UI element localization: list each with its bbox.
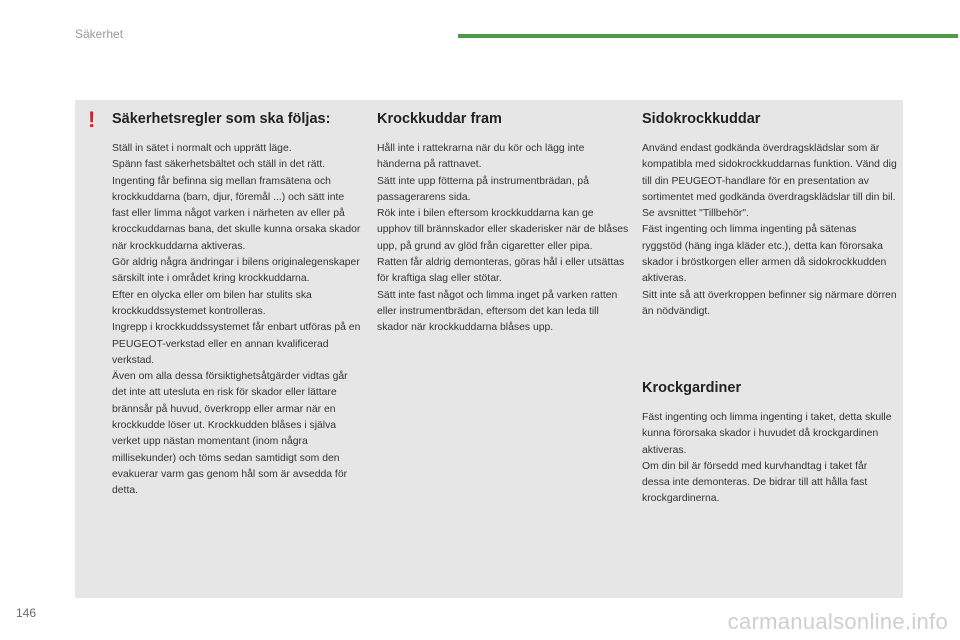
safety-rules-column: [112, 109, 362, 500]
front-airbags-title: Krockkuddar fram: [377, 111, 502, 127]
paragraph: Se avsnittet "Tillbehör".: [642, 208, 749, 220]
paragraph: Ställ in sätet i normalt och upprätt läge.: [112, 143, 292, 154]
warning-icon: !: [88, 107, 96, 132]
paragraph: Sätt inte fast något och limma inget på varken ratten eller instrumentbrädan, eftersom det kan leda till skador när krockkuddarna blåses upp.: [377, 289, 618, 334]
watermark: carmanualsonline.info: [727, 609, 948, 634]
curtain-airbags-body: [642, 410, 897, 508]
front-airbags-column: [377, 109, 629, 337]
header-rule: [458, 34, 958, 38]
paragraph: Använd endast godkända överdragsklädslar som är kompatibla med sidokrockkuddarnas funktion. Vänd dig till din PEUGEOT-handlare för en presentation av sortimentet med godkända överdragsklädslar till din bil.: [642, 143, 897, 203]
front-airbags-body: [377, 141, 629, 337]
page-number: 146: [16, 606, 37, 620]
paragraph: Rök inte i bilen eftersom krockkuddarna kan ge upphov till brännskador eller skaderisker när de blåses upp, på grund av glöd från cigaretter eller pipa.: [377, 208, 629, 252]
paragraph: Fäst ingenting och limma ingenting på sätenas ryggstöd (häng inga kläder etc.), detta kan förorsaka skador i bröstkorgen eller armen då sidokrockkudden aktiveras.: [642, 224, 887, 285]
paragraph: Spänn fast säkerhetsbältet och ställ in det rätt.: [112, 159, 326, 171]
paragraph: Gör aldrig några ändringar i bilens originalegenskaper särskilt inte i området kring krockkuddarna.: [112, 257, 360, 285]
side-airbags-body: [642, 141, 897, 320]
paragraph: Även om alla dessa försiktighetsåtgärder vidtas går det inte att utesluta en risk för skador eller lättare brännsår på huvud, överkropp eller armar när en krockkudde löser ut. Krockkudden blåses i själva verket upp nästan momentant (inom några millisekunder) och töms sedan samtidigt som den evakuerar varm gas genom hål som är avsedda för detta.: [112, 371, 348, 497]
paragraph: Efter en olycka eller om bilen har stulits ska krockkuddssystemet kontrolleras.: [112, 289, 312, 317]
paragraph: Håll inte i rattekrarna när du kör och lägg inte händerna på rattnavet.: [377, 143, 585, 171]
paragraph: Fäst ingenting och limma ingenting i taket, detta skulle kunna förorsaka skador i huvudet då krockgardinen aktiveras.: [642, 412, 892, 456]
safety-rules-body: [112, 141, 362, 500]
side-airbags-column: [642, 109, 897, 320]
paragraph: Sitt inte så att överkroppen befinner sig närmare dörren än nödvändigt.: [642, 289, 897, 317]
safety-rules-title: Säkerhetsregler som ska följas:: [112, 111, 331, 127]
side-airbags-title: Sidokrockkuddar: [642, 111, 761, 127]
section-title: Säkerhet: [75, 27, 124, 41]
paragraph: Ingenting får befinna sig mellan framsätena och krockkuddarna (barn, djur, föremål ...) och sätt inte fast eller limma något varken i närheten av eller på krocckuddarnas bana, det skulle kunna orsaka skador när krockkuddarna aktiveras.: [112, 175, 361, 252]
paragraph: Ratten får aldrig demonteras, göras hål i eller utsättas för kraftiga slag eller stötar.: [377, 257, 625, 285]
paragraph: Om din bil är försedd med kurvhandtag i taket får dessa inte demonteras. De bidrar till att hålla fast krockgardinerna.: [642, 460, 868, 505]
curtain-airbags-title: Krockgardiner: [642, 380, 742, 396]
paragraph: Ingrepp i krockkuddssystemet får enbart utföras på en PEUGEOT-verkstad eller en annan kvalificerad verkstad.: [112, 322, 361, 366]
paragraph: Sätt inte upp fötterna på instrumentbrädan, på passagerarens sida.: [377, 175, 589, 203]
curtain-airbags-column: [642, 378, 897, 508]
